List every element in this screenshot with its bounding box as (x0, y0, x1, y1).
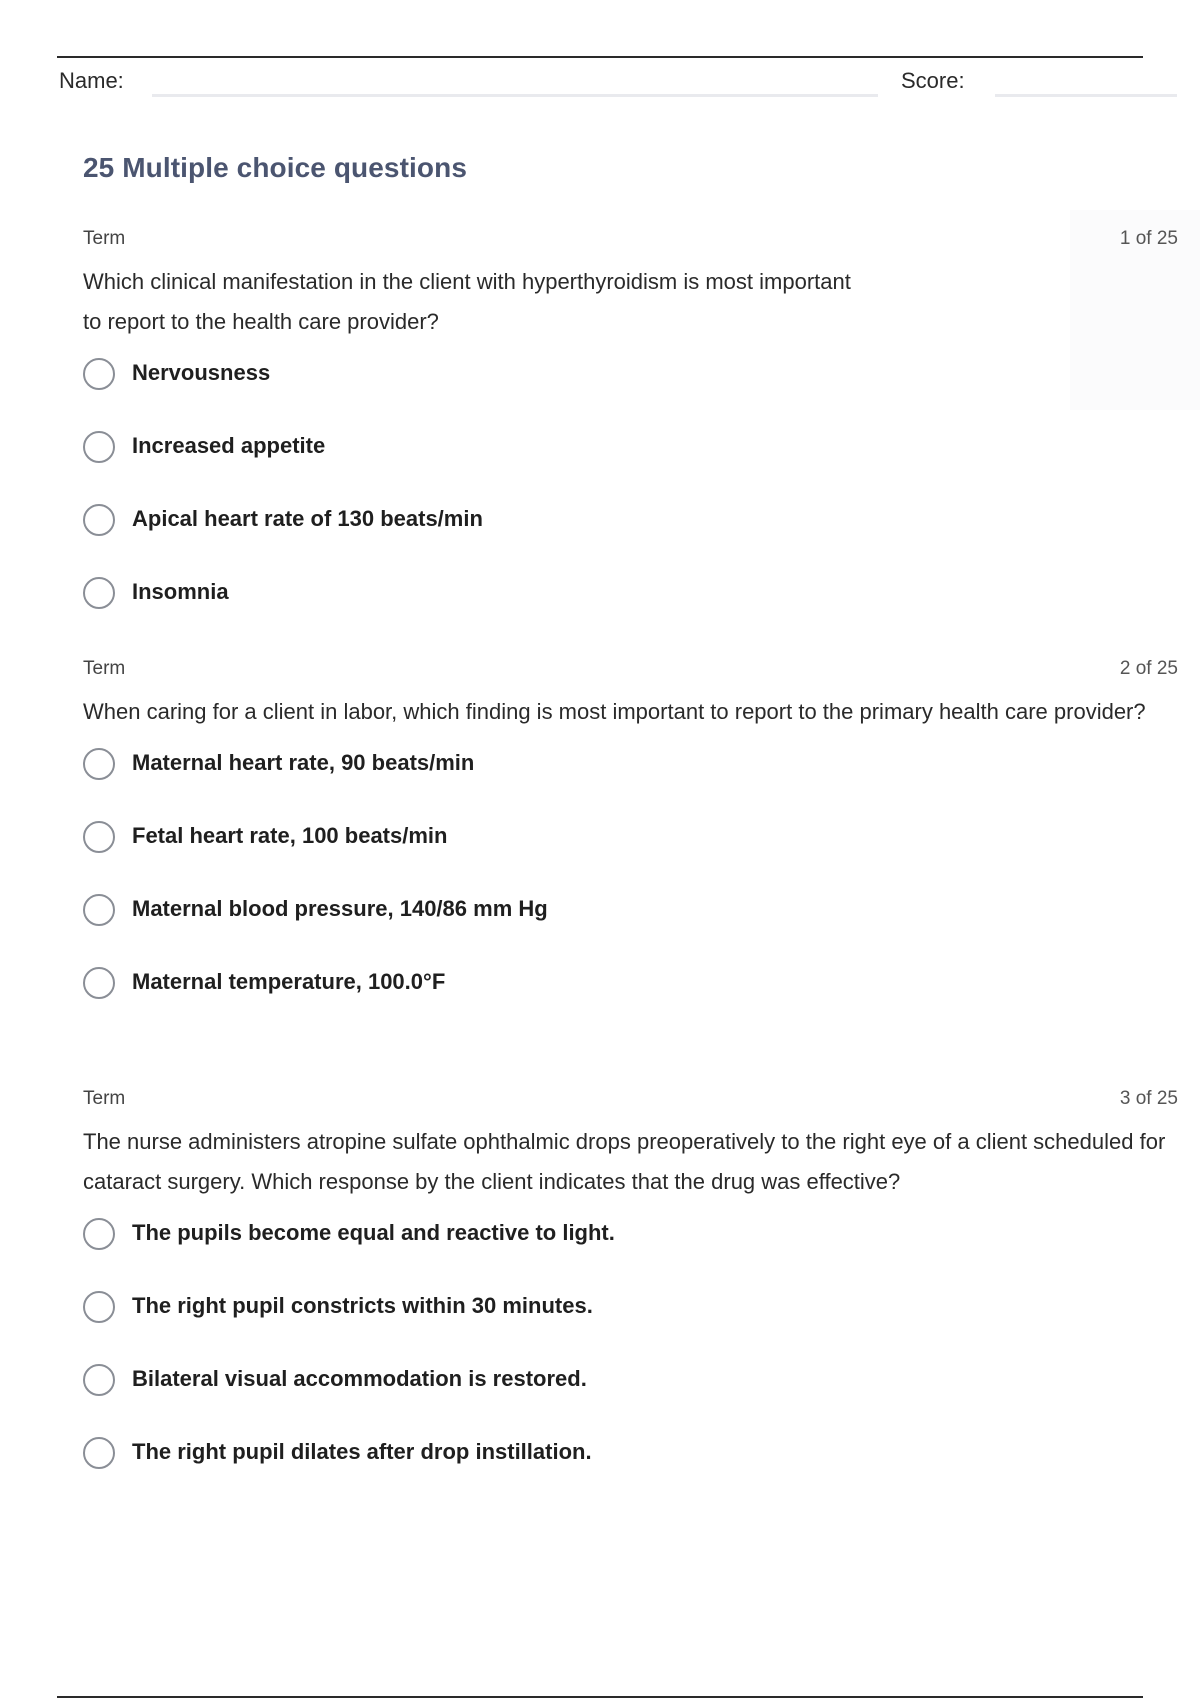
option-label: The right pupil dilates after drop instillation. (132, 1439, 592, 1464)
answer-option[interactable] (83, 892, 1178, 965)
answer-option[interactable] (83, 575, 1178, 648)
answer-options (83, 746, 1178, 1038)
term-label: Term (83, 1088, 126, 1109)
option-label: Nervousness (132, 360, 271, 385)
radio-button-icon[interactable] (83, 1218, 115, 1250)
answer-option[interactable] (83, 965, 1178, 1038)
top-rule (57, 56, 1143, 58)
option-label: Bilateral visual accommodation is restored. (132, 1366, 587, 1391)
question-text: Which clinical manifestation in the client with hyperthyroidism is most important to report to the health care provider? (83, 269, 851, 334)
page-title: 25 Multiple choice questions (83, 152, 467, 183)
question-card (83, 658, 1178, 1038)
term-row (83, 228, 1178, 252)
answer-option[interactable] (83, 1362, 1178, 1435)
answer-option[interactable] (83, 1216, 1178, 1289)
radio-button-icon[interactable] (83, 1291, 115, 1323)
term-row (83, 1088, 1178, 1112)
radio-button-icon[interactable] (83, 504, 115, 536)
radio-button-icon[interactable] (83, 431, 115, 463)
header-row (57, 64, 1177, 104)
answer-options (83, 1216, 1178, 1508)
radio-button-icon[interactable] (83, 577, 115, 609)
term-label: Term (83, 658, 126, 679)
radio-button-icon[interactable] (83, 894, 115, 926)
option-label: Insomnia (132, 579, 229, 604)
option-label: Maternal blood pressure, 140/86 mm Hg (132, 896, 548, 921)
option-label: Maternal temperature, 100.0°F (132, 969, 446, 994)
term-label: Term (83, 228, 126, 249)
radio-button-icon[interactable] (83, 1437, 115, 1469)
question-text: The nurse administers atropine sulfate ophthalmic drops preoperatively to the right eye of a client scheduled for cataract surgery. Which response by the client indicates that the drug was effective? (83, 1129, 1166, 1194)
term-row (83, 658, 1178, 682)
answer-option[interactable] (83, 1435, 1178, 1508)
option-label: Fetal heart rate, 100 beats/min (132, 823, 448, 848)
option-label: The pupils become equal and reactive to light. (132, 1220, 615, 1245)
score-field[interactable] (995, 94, 1177, 97)
answer-options (83, 356, 1178, 648)
answer-option[interactable] (83, 746, 1178, 819)
answer-option[interactable] (83, 819, 1178, 892)
answer-option[interactable] (83, 356, 1178, 429)
question-card (83, 228, 1178, 648)
option-label: Increased appetite (132, 433, 326, 458)
radio-button-icon[interactable] (83, 821, 115, 853)
radio-button-icon[interactable] (83, 967, 115, 999)
name-label: Name: (59, 68, 124, 93)
option-label: The right pupil constricts within 30 minutes. (132, 1293, 593, 1318)
question-counter: 1 of 25 (1119, 228, 1178, 249)
question-counter: 3 of 25 (1119, 1088, 1178, 1109)
option-label: Apical heart rate of 130 beats/min (132, 506, 483, 531)
answer-option[interactable] (83, 429, 1178, 502)
option-label: Maternal heart rate, 90 beats/min (132, 750, 475, 775)
question-text: When caring for a client in labor, which finding is most important to report to the primary health care provider? (83, 699, 1146, 724)
question-card (83, 1088, 1178, 1508)
radio-button-icon[interactable] (83, 1364, 115, 1396)
radio-button-icon[interactable] (83, 748, 115, 780)
bottom-rule (57, 1696, 1143, 1698)
radio-button-icon[interactable] (83, 358, 115, 390)
score-label: Score: (901, 68, 965, 93)
question-counter: 2 of 25 (1119, 658, 1178, 679)
answer-option[interactable] (83, 502, 1178, 575)
name-field[interactable] (152, 94, 878, 97)
answer-option[interactable] (83, 1289, 1178, 1362)
